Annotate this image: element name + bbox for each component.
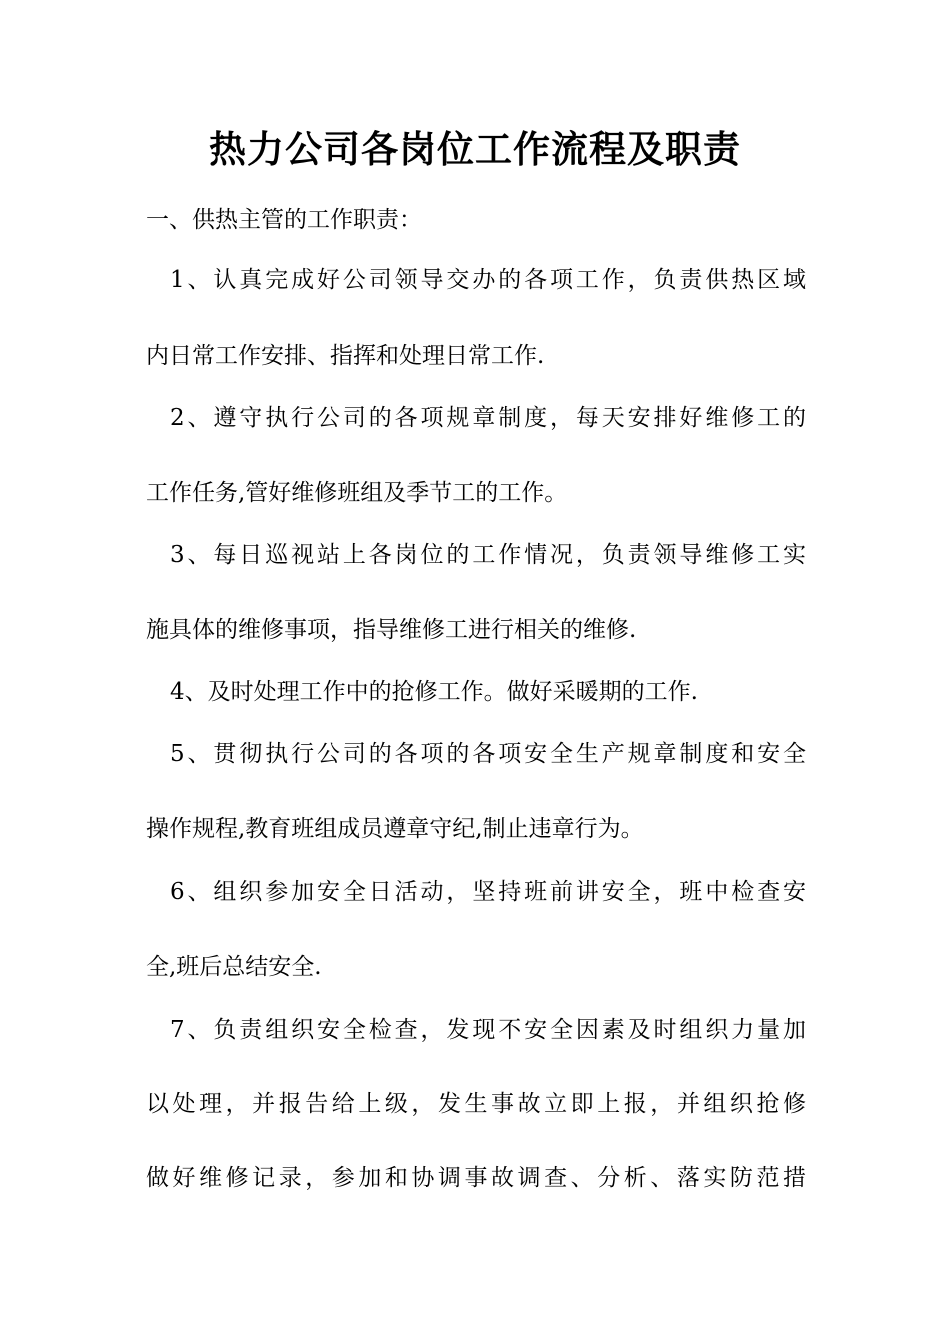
text-line: 以处理，并报告给上级，发生事故立即上报，并组织抢修 (146, 1091, 806, 1117)
text-line: 4、及时处理工作中的抢修工作。做好采暖期的工作. (170, 679, 698, 705)
text-line: 1、认真完成好公司领导交办的各项工作，负责供热区域 (170, 267, 806, 293)
text-line: 施具体的维修事项，指导维修工进行相关的维修. (146, 617, 637, 643)
text-line: 工作任务,管好维修班组及季节工的工作。 (146, 480, 568, 506)
section-heading: 一、供热主管的工作职责： (146, 207, 422, 233)
text-line: 做好维修记录，参加和协调事故调查、分析、落实防范措 (146, 1165, 806, 1191)
text-line: 2、遵守执行公司的各项规章制度，每天安排好维修工的 (170, 405, 806, 431)
text-line: 7、负责组织安全检查，发现不安全因素及时组织力量加 (170, 1017, 806, 1043)
text-line: 操作规程,教育班组成员遵章守纪,制止违章行为。 (146, 816, 644, 842)
text-line: 3、每日巡视站上各岗位的工作情况，负责领导维修工实 (170, 542, 806, 568)
document-title: 热力公司各岗位工作流程及职责 (209, 128, 741, 171)
text-line: 全,班后总结安全. (146, 954, 322, 980)
text-line: 6、组织参加安全日活动，坚持班前讲安全，班中检查安 (170, 879, 806, 905)
text-line: 5、贯彻执行公司的各项的各项安全生产规章制度和安全 (170, 741, 806, 767)
text-line: 内日常工作安排、指挥和处理日常工作. (146, 343, 545, 369)
